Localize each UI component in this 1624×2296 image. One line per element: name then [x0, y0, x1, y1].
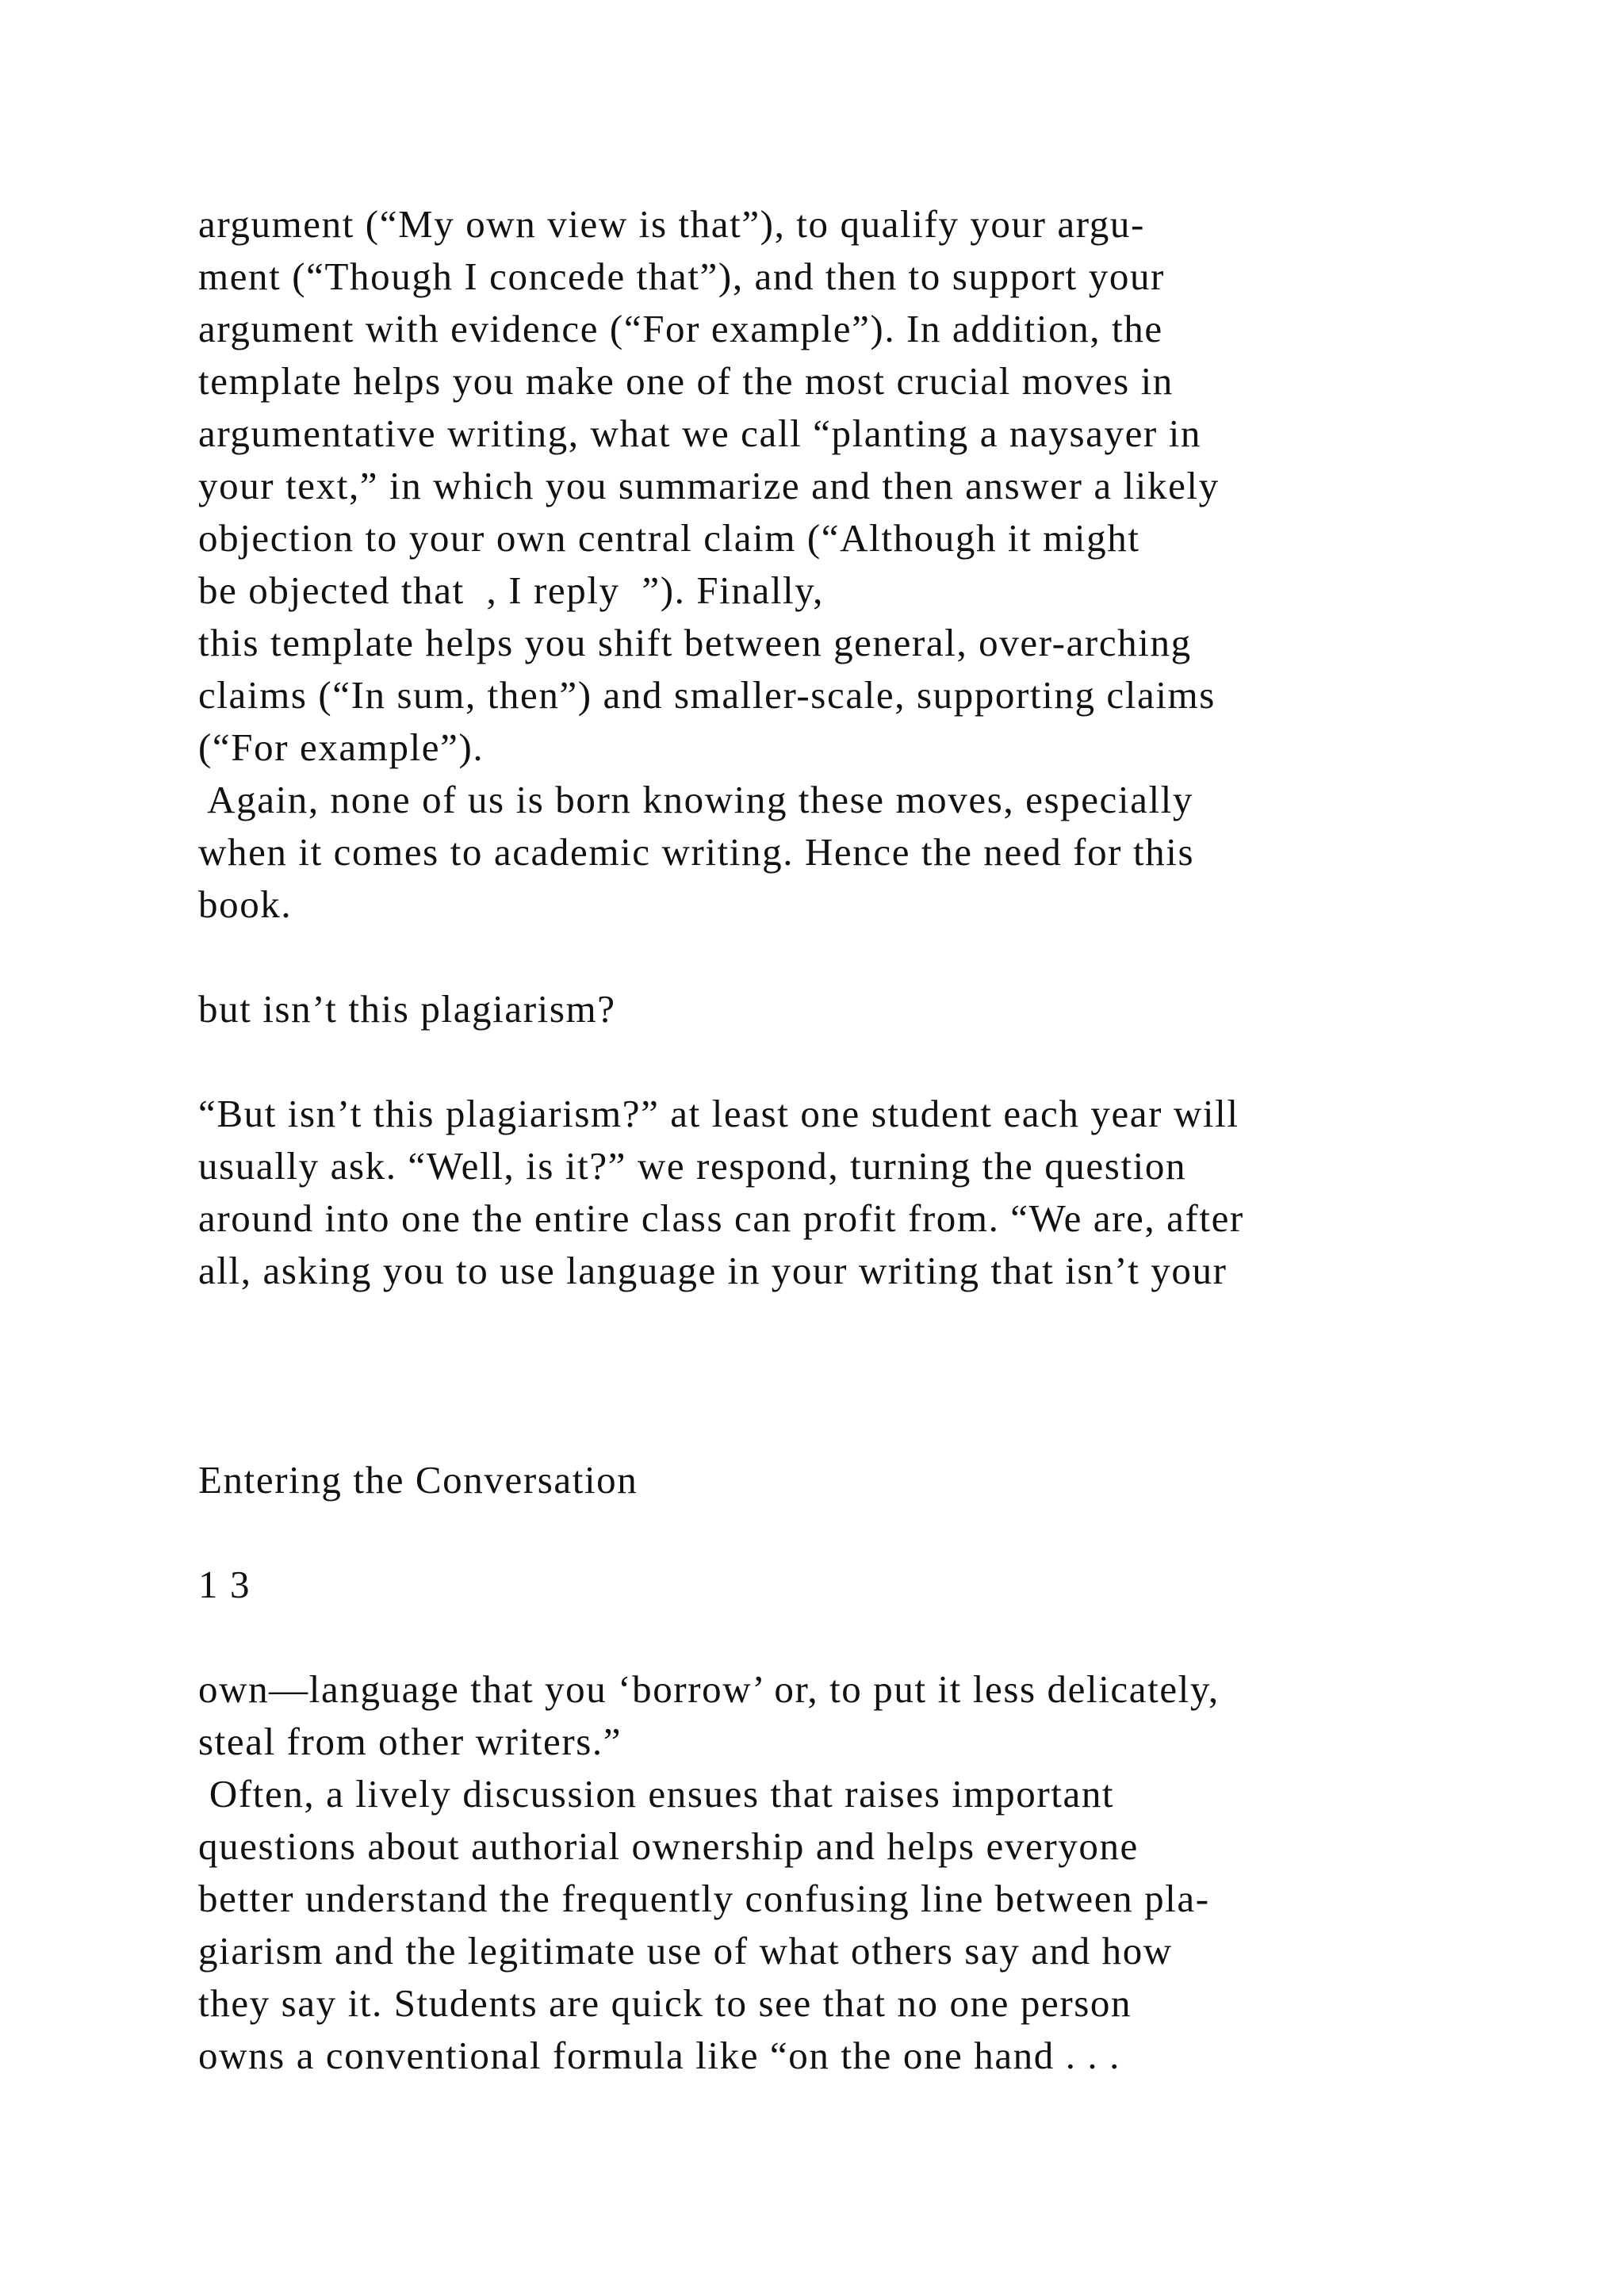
- text-line: Again, none of us is born knowing these moves, especially: [198, 778, 1193, 821]
- text-line: argument with evidence (“For example”). In addition, the: [198, 307, 1163, 350]
- text-line: owns a conventional formula like “on the one hand . . .: [198, 2034, 1120, 2077]
- text-line: (“For example”).: [198, 725, 485, 769]
- text-line: Often, a lively discussion ensues that raises important: [198, 1772, 1115, 1816]
- text-line: giarism and the legitimate use of what others say and how: [198, 1929, 1173, 1973]
- text-line: your text,” in which you summarize and then answer a likely: [198, 464, 1220, 507]
- running-head: Entering the Conversation: [198, 1458, 638, 1502]
- text-line: book.: [198, 882, 293, 926]
- text-line: argument (“My own view is that”), to qualify your argu-: [198, 202, 1145, 246]
- text-line: this template helps you shift between general, over-arching: [198, 621, 1192, 664]
- text-line: questions about authorial ownership and helps everyone: [198, 1824, 1139, 1868]
- text-line: objection to your own central claim (“Although it might: [198, 516, 1140, 560]
- text-line: be objected that , I reply ”). Finally,: [198, 568, 825, 612]
- text-line: better understand the frequently confusing line between pla-: [198, 1877, 1210, 1920]
- text-line: argumentative writing, what we call “planting a naysayer in: [198, 411, 1202, 455]
- page-number: 1 3: [198, 1563, 251, 1606]
- text-line: “But isn’t this plagiarism?” at least one student each year will: [198, 1092, 1239, 1135]
- text-line: template helps you make one of the most crucial moves in: [198, 359, 1174, 403]
- text-line: when it comes to academic writing. Hence the need for this: [198, 830, 1195, 874]
- text-line: own—language that you ‘borrow’ or, to put it less delicately,: [198, 1667, 1220, 1711]
- text-line: they say it. Students are quick to see that no one person: [198, 1981, 1132, 2025]
- text-line: ment (“Though I concede that”), and then to support your: [198, 254, 1165, 298]
- text-line: claims (“In sum, then”) and smaller-scale, supporting claims: [198, 673, 1216, 717]
- text-line: usually ask. “Well, is it?” we respond, turning the question: [198, 1144, 1187, 1188]
- text-line: steal from other writers.”: [198, 1720, 622, 1763]
- text-line: all, asking you to use language in your writing that isn’t your: [198, 1249, 1228, 1292]
- section-heading: but isn’t this plagiarism?: [198, 987, 616, 1031]
- text-line: around into one the entire class can profit from. “We are, after: [198, 1196, 1244, 1240]
